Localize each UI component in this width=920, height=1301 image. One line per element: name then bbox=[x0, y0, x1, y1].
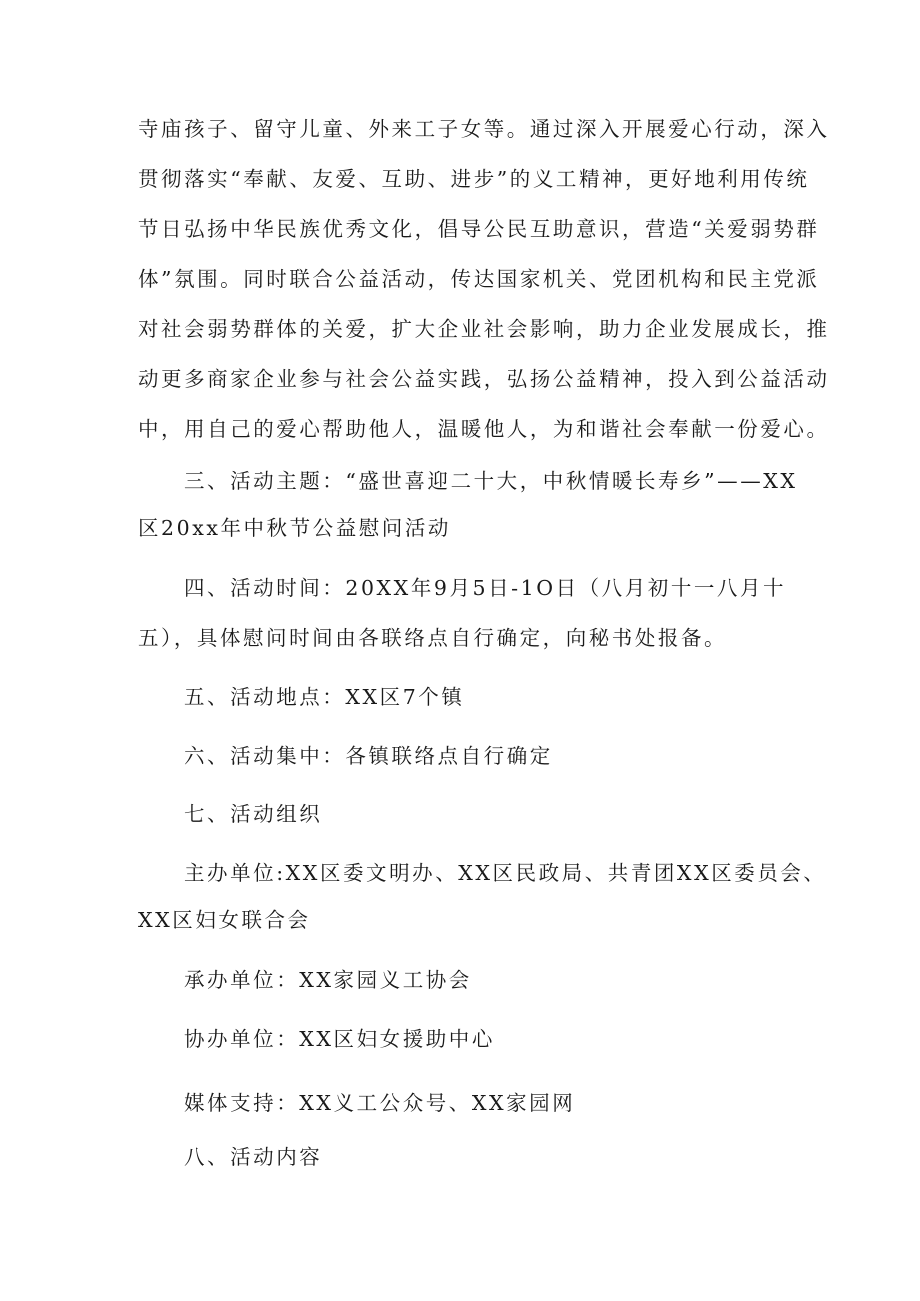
gathering-line: 六、活动集中：各镇联络点自行确定 bbox=[184, 744, 553, 768]
location-line: 五、活动地点：XX区7个镇 bbox=[184, 685, 465, 709]
intro-line-3: 节日弘扬中华民族优秀文化，倡导公民互助意识，营造“关爱弱势群 bbox=[138, 217, 820, 241]
co-organizer-line: 承办单位：XX家园义工协会 bbox=[184, 968, 472, 992]
intro-line-4: 体”氛围。同时联合公益活动，传达国家机关、党团机构和民主党派 bbox=[138, 267, 820, 291]
organizer-line-2: XX区妇女联合会 bbox=[138, 908, 311, 932]
media-support-line: 媒体支持：XX义工公众号、XX家园网 bbox=[184, 1091, 576, 1115]
intro-line-5: 对社会弱势群体的关爱，扩大企业社会影响，助力企业发展成长，推 bbox=[138, 317, 830, 341]
time-line-1: 四、活动时间：20XX年9月5日-1O日（八月初十一八月十 bbox=[184, 576, 787, 600]
theme-line-1: 三、活动主题：“盛世喜迎二十大，中秋情暖长寿乡”——XX bbox=[184, 469, 798, 493]
time-line-2: 五），具体慰问时间由各联络点自行确定，向秘书处报备。 bbox=[138, 626, 728, 650]
organization-heading: 七、活动组织 bbox=[184, 802, 323, 826]
intro-line-2: 贯彻落实“奉献、友爱、互助、进步”的义工精神，更好地利用传统 bbox=[138, 167, 810, 191]
intro-line-7: 中，用自己的爱心帮助他人，温暖他人，为和谐社会奉献一份爱心。 bbox=[138, 417, 830, 441]
intro-line-1: 寺庙孩子、留守儿童、外来工子女等。通过深入开展爱心行动，深入 bbox=[138, 117, 830, 141]
assisting-unit-line: 协办单位：XX区妇女援助中心 bbox=[184, 1027, 495, 1051]
theme-line-2: 区20xx年中秋节公益慰问活动 bbox=[138, 516, 451, 540]
intro-line-6: 动更多商家企业参与社会公益实践，弘扬公益精神，投入到公益活动 bbox=[138, 367, 830, 391]
organizer-line-1: 主办单位:XX区委文明办、XX区民政局、共青团XX区委员会、 bbox=[184, 861, 827, 885]
content-heading: 八、活动内容 bbox=[184, 1145, 323, 1169]
